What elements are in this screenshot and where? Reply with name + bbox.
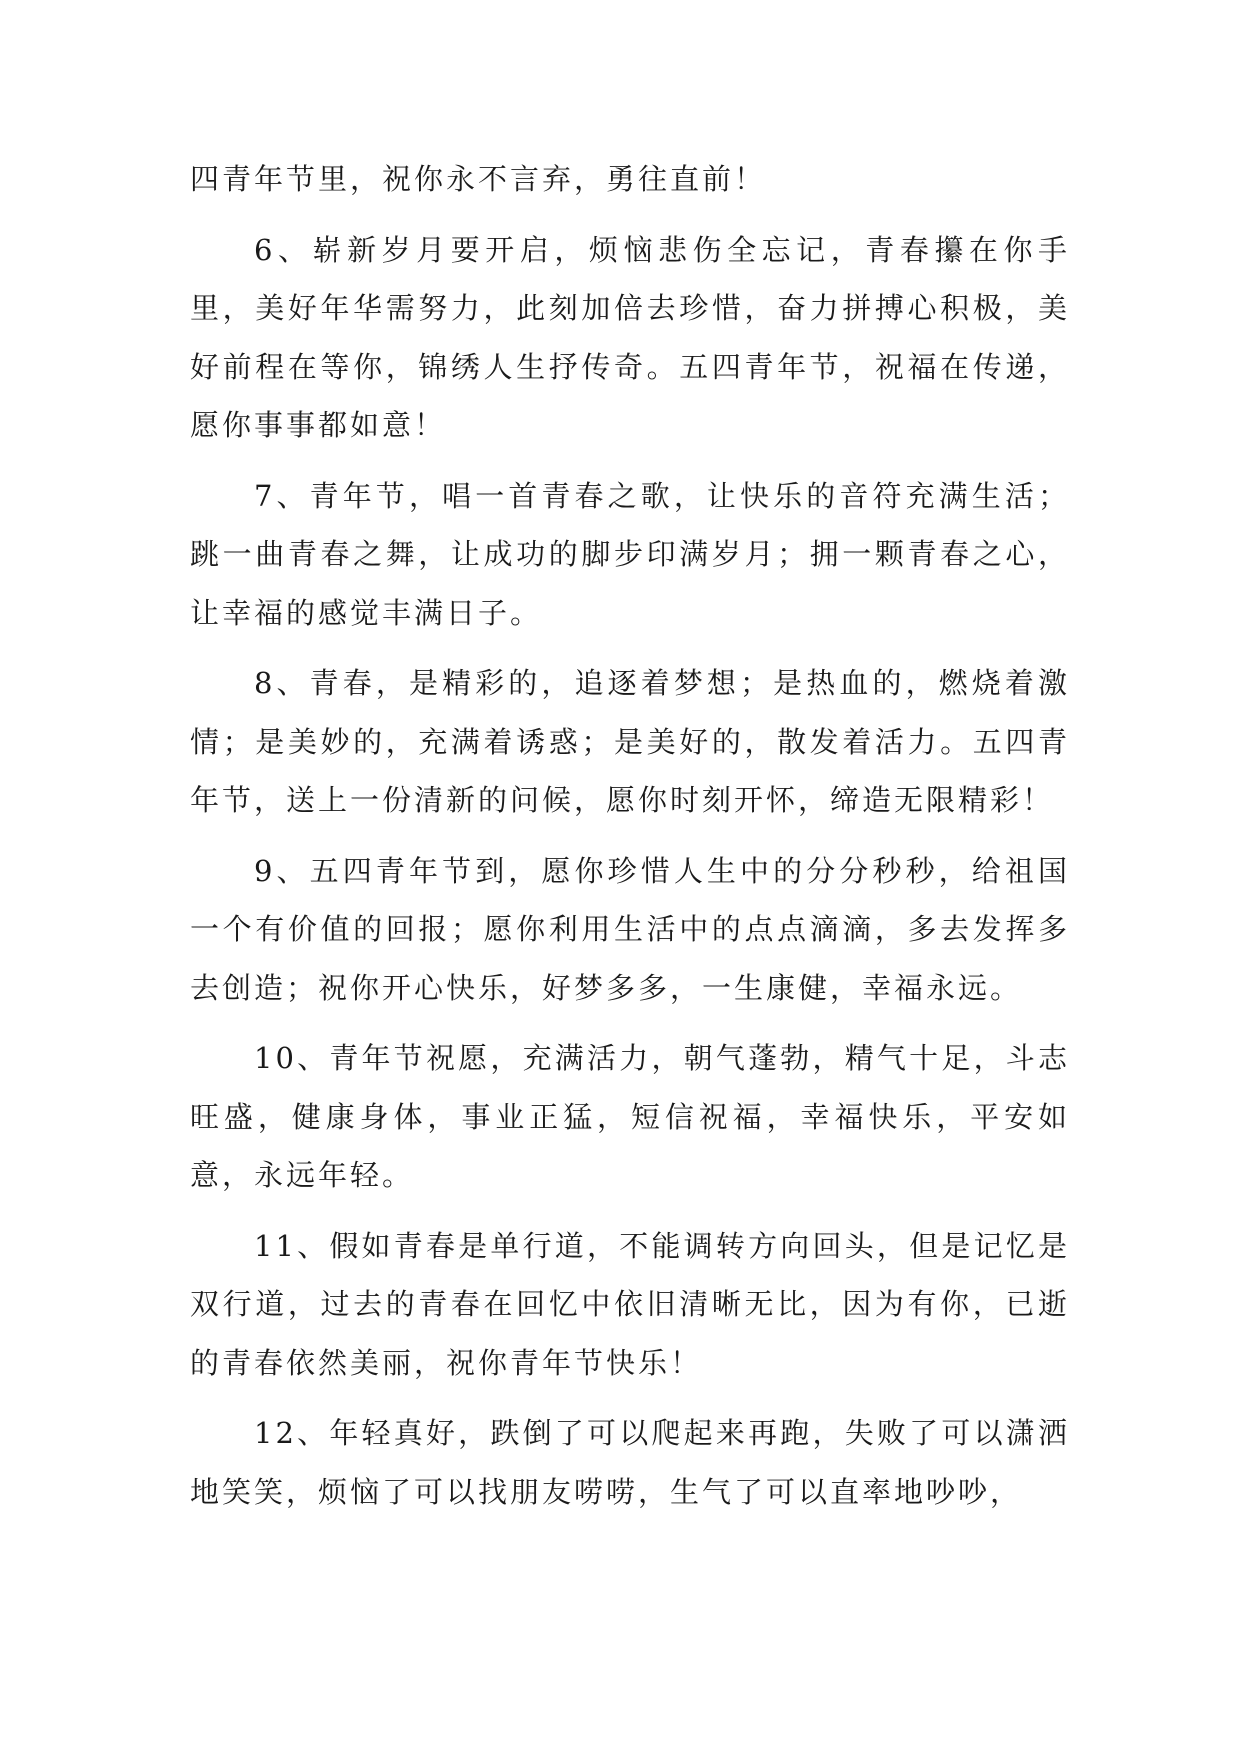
paragraph-item-7: 7、青年节，唱一首青春之歌，让快乐的音符充满生活；跳一曲青春之舞，让成功的脚步印满岁月；拥一颗青春之心，让幸福的感觉丰满日子。 [190,478,1070,630]
paragraph-item-11: 11、假如青春是单行道，不能调转方向回头，但是记忆是双行道，过去的青春在回忆中依旧清晰无比，因为有你，已逝的青春依然美丽，祝你青年节快乐！ [190,1228,1070,1380]
paragraph-item-9: 9、五四青年节到，愿你珍惜人生中的分分秒秒，给祖国一个有价值的回报；愿你利用生活中的点点滴滴，多去发挥多去创造；祝你开心快乐，好梦多多，一生康健，幸福永远。 [190,853,1070,1005]
paragraph-continuation: 四青年节里，祝你永不言弃，勇往直前！ [190,162,767,196]
paragraph-item-10: 10、青年节祝愿，充满活力，朝气蓬勃，精气十足，斗志旺盛，健康身体，事业正猛，短信祝福，幸福快乐，平安如意，永远年轻。 [190,1041,1070,1192]
paragraph-item-6: 6、崭新岁月要开启，烦恼悲伤全忘记，青春攥在你手里，美好年华需努力，此刻加倍去珍惜，奋力拼搏心积极，美好前程在等你，锦绣人生抒传奇。五四青年节，祝福在传递，愿你事事都如意！ [190,232,1070,442]
paragraph-item-8: 8、青春，是精彩的，追逐着梦想；是热血的，燃烧着激情；是美妙的，充满着诱惑；是美好的，散发着活力。五四青年节，送上一份清新的问候，愿你时刻开怀，缔造无限精彩！ [190,666,1070,817]
paragraph-item-12: 12、年轻真好，跌倒了可以爬起来再跑，失败了可以潇洒地笑笑，烦恼了可以找朋友唠唠，生气了可以直率地吵吵， [190,1416,1070,1509]
document-body [190,150,1070,1521]
